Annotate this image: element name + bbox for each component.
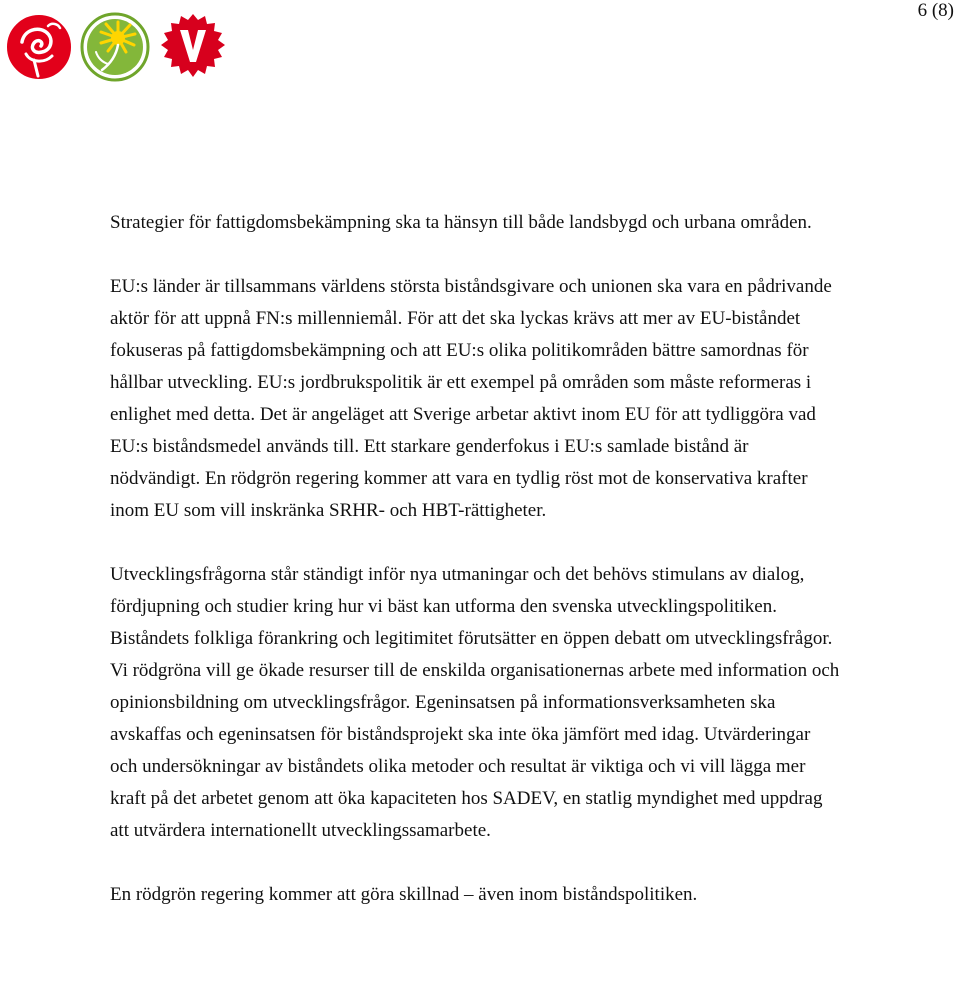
party-logos (4, 12, 234, 82)
v-letter-icon (158, 12, 228, 82)
paragraph-eu-aid: EU:s länder är tillsammans världens största biståndsgivare och unionen ska vara en pådrivande aktör för att uppnå FN:s millenniemål. För att det ska lyckas krävs att mer av EU-biståndet fokuseras på fattigdomsbekämpning och att EU:s olika politikområden bättre samordnas för hållbar utveckling. EU:s jordbrukspolitik är ett exempel på områden som måste reformeras i enlighet med detta. Det är angeläget att Sverige arbetar aktivt inom EU för att tydliggöra vad EU:s biståndsmedel används till. Ett starkare genderfokus i EU:s samlade bistånd är nödvändigt. En rödgrön regering kommer att vara en tydlig röst mot de konservativa krafter inom EU som vill inskränka SRHR- och HBT-rättigheter. (110, 276, 832, 521)
paragraph-rural-urban: Strategier för fattigdomsbekämpning ska ta hänsyn till både landsbygd och urbana områden. (110, 212, 812, 233)
document-body (110, 207, 840, 911)
paragraph-conclusion: En rödgrön regering kommer att göra skillnad – även inom biståndspolitiken. (110, 884, 698, 905)
dandelion-icon (80, 12, 150, 82)
rose-icon (4, 12, 74, 82)
paragraph-development-issues: Utvecklingsfrågorna står ständigt inför nya utmaningar och det behövs stimulans av dialog, fördjupning och studier kring hur vi bäst kan utforma den svenska utvecklingspolitiken. Biståndets folkliga förankring och legitimitet förutsätter en öppen debatt om utvecklingsfrågor. Vi rödgröna vill ge ökade resurser till de enskilda organisationernas arbete med information och opinionsbildning om utvecklingsfrågor. Egeninsatsen på informationsverksamheten ska avskaffas och egeninsatsen för biståndsprojekt ska inte öka jämfört med idag. Utvärderingar och undersökningar av biståndets olika metoder och resultat är viktiga och vi vill lägga mer kraft på det arbetet genom att öka kapaciteten hos SADEV, en statlig myndighet med uppdrag att utvärdera internationellt utvecklingssamarbete. (110, 564, 840, 841)
page-number: 6 (8) (917, 0, 954, 21)
